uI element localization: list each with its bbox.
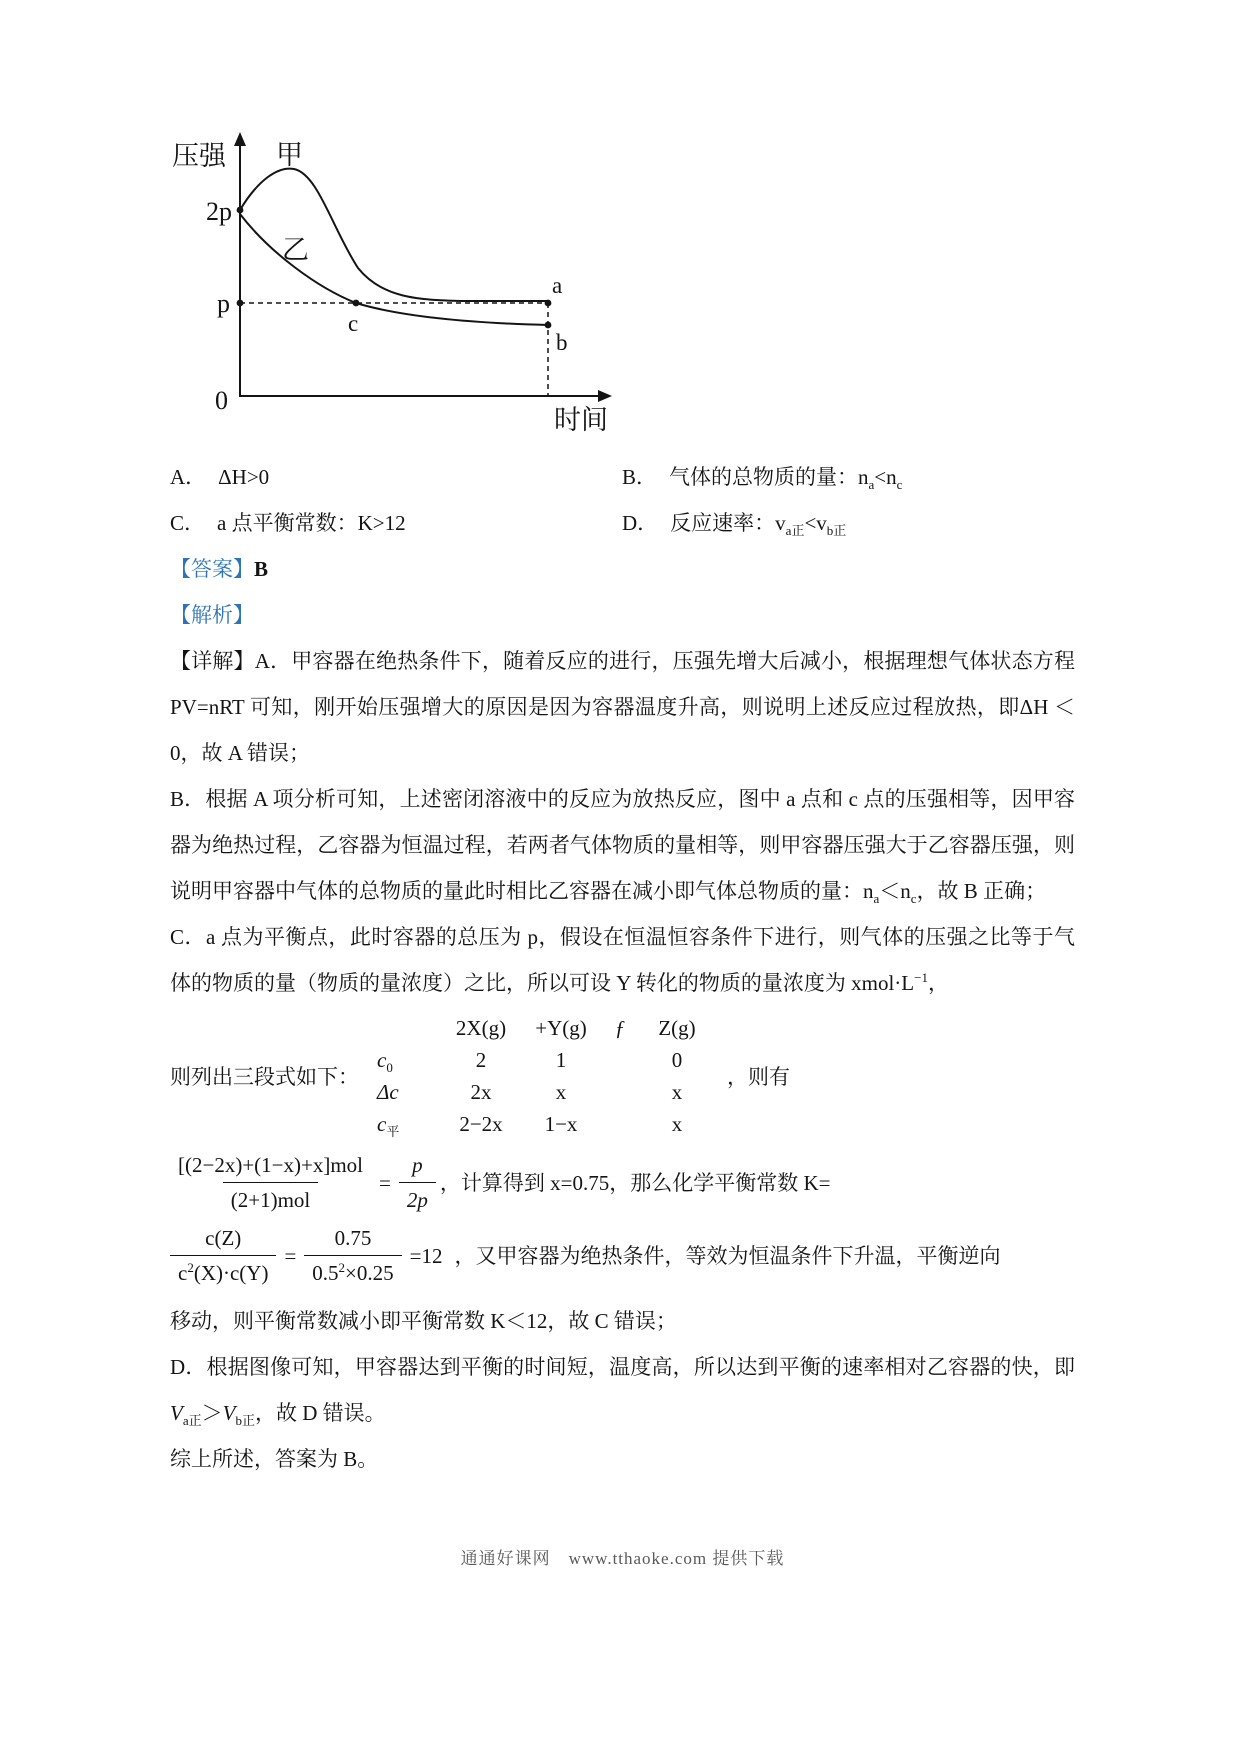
option-b-key: B． bbox=[622, 465, 658, 489]
species-x: 2X(g) bbox=[455, 1016, 507, 1040]
para-d-text-2: ＞ bbox=[201, 1401, 223, 1425]
para-b-text-2: ＜n bbox=[879, 879, 911, 903]
den-text: ×0.25 bbox=[345, 1261, 394, 1285]
den-superscript: 2 bbox=[187, 1260, 194, 1275]
options-row-2 bbox=[170, 500, 1075, 546]
x-axis-title: 时间 bbox=[554, 405, 608, 435]
point-c bbox=[353, 300, 360, 307]
option-d bbox=[622, 500, 1075, 546]
point-p bbox=[237, 300, 244, 307]
para-b-text-1: B．根据 A 项分析可知，上述密闭溶液中的反应为放热反应，图中 a 点和 c 点的压强相等，因甲容器为绝热过程，乙容器为恒温过程，若两者气体物质的量相等，则甲容器压强大于乙容器压强，则说明甲容器中气体的总物质的量此时相比乙容器在减小即气体总物质的量：n bbox=[170, 787, 1075, 903]
curve-yi bbox=[240, 214, 548, 325]
analysis-label: 【解析】 bbox=[170, 603, 254, 627]
segment-row-equilibrium bbox=[377, 1108, 713, 1140]
origin-label: 0 bbox=[215, 386, 228, 415]
analysis-line bbox=[170, 592, 1075, 638]
fraction-denominator: 2p bbox=[399, 1182, 436, 1213]
fraction-total-moles bbox=[170, 1152, 371, 1213]
para-c-sup: −1 bbox=[914, 970, 928, 985]
den-text: c bbox=[178, 1261, 188, 1285]
table-cell: x bbox=[555, 1080, 567, 1104]
fraction-numerator: p bbox=[412, 1153, 423, 1177]
option-b-sub-a: a bbox=[868, 477, 875, 493]
row-label-symbol: c bbox=[377, 1048, 387, 1072]
option-c-key: C． bbox=[170, 511, 206, 535]
option-d-key: D． bbox=[622, 511, 659, 535]
equation-result: =12 bbox=[409, 1243, 443, 1268]
detail-paragraph-d bbox=[170, 1344, 1075, 1436]
row-label-c0 bbox=[377, 1044, 439, 1076]
option-d-sub-b: b正 bbox=[826, 523, 847, 539]
segment-table bbox=[377, 1012, 713, 1140]
table-cell: 2 bbox=[475, 1048, 487, 1072]
row-label-symbol: c bbox=[377, 1112, 387, 1136]
curve-yi-label: 乙 bbox=[282, 235, 309, 265]
option-b-mid: <n bbox=[874, 465, 897, 489]
fraction-denominator bbox=[170, 1255, 276, 1286]
point-a bbox=[545, 300, 552, 307]
den-text: (X)·c(Y) bbox=[193, 1261, 269, 1285]
detail-label: 【详解】 bbox=[170, 649, 255, 673]
table-cell: 1−x bbox=[544, 1112, 578, 1136]
row-label-symbol: Δc bbox=[377, 1080, 399, 1104]
table-cell: 2x bbox=[470, 1080, 492, 1104]
rate-symbol-a: V bbox=[170, 1401, 183, 1425]
segment-lead-text: 则列出三段式如下： bbox=[170, 1065, 359, 1089]
point-b-label: b bbox=[556, 330, 568, 355]
fraction-p-over-2p bbox=[399, 1152, 436, 1213]
table-cell bbox=[377, 1012, 439, 1044]
fraction-numerator: 0.75 bbox=[334, 1226, 372, 1250]
three-line-method-block bbox=[170, 1012, 1075, 1140]
para-d-text-3: ，故 D 错误。 bbox=[254, 1401, 386, 1425]
answer-label: 【答案】 bbox=[170, 557, 254, 581]
fraction-numerator: c(Z) bbox=[205, 1226, 242, 1250]
table-cell bbox=[599, 1076, 641, 1108]
curve-jia-label: 甲 bbox=[276, 140, 303, 170]
para-b-sub-c: c bbox=[910, 891, 917, 907]
equals-sign: = bbox=[379, 1170, 391, 1195]
x-axis-arrow bbox=[598, 390, 612, 402]
table-cell bbox=[599, 1108, 641, 1140]
table-cell: 2−2x bbox=[459, 1112, 503, 1136]
point-2p bbox=[237, 207, 244, 214]
para-b-sub-a: a bbox=[873, 891, 880, 907]
answer-line bbox=[170, 546, 1075, 592]
species-y: +Y(g) bbox=[535, 1016, 587, 1040]
table-cell: x bbox=[671, 1112, 683, 1136]
segment-tail-text: ，则有 bbox=[727, 1065, 790, 1089]
species-z: Z(g) bbox=[658, 1016, 696, 1040]
option-c bbox=[170, 500, 622, 546]
option-d-text: 反应速率：v bbox=[670, 511, 786, 535]
fraction-denominator: (2+1)mol bbox=[223, 1182, 319, 1213]
footer-text: 通通好课网 www.tthaoke.com 提供下载 bbox=[460, 1549, 785, 1568]
segment-row-initial bbox=[377, 1044, 713, 1076]
para-d-text-1: D．根据图像可知，甲容器达到平衡的时间短，温度高，所以达到平衡的速率相对乙容器的快，即 bbox=[170, 1355, 1075, 1379]
para-c-text-2: ， bbox=[927, 971, 949, 995]
options-grid bbox=[170, 454, 1075, 546]
table-cell: x bbox=[671, 1080, 683, 1104]
point-b bbox=[545, 322, 552, 329]
option-a-key: A． bbox=[170, 465, 207, 489]
fraction-k-numeric bbox=[304, 1225, 401, 1286]
segment-header-row bbox=[377, 1012, 713, 1044]
detail-paragraph-b bbox=[170, 776, 1075, 914]
option-c-text: a 点平衡常数：K>12 bbox=[217, 511, 406, 535]
segment-row-change bbox=[377, 1076, 713, 1108]
detail-paragraph-a bbox=[170, 638, 1075, 776]
option-b-sub-c: c bbox=[896, 477, 903, 493]
den-text: 0.5 bbox=[312, 1261, 339, 1285]
conclusion-line: 综上所述，答案为 B。 bbox=[170, 1447, 379, 1471]
graph-svg bbox=[170, 128, 650, 440]
option-b bbox=[622, 454, 1075, 500]
option-d-sub-a: a正 bbox=[785, 523, 805, 539]
rate-sub-b: b正 bbox=[235, 1413, 255, 1429]
para-a-text: A．甲容器在绝热条件下，随着反应的进行，压强先增大后减小，根据理想气体状态方程 PV=nRT 可知，刚开始压强增大的原因是因为容器温度升高，则说明上述反应过程放热，即ΔH ＜0，故 A 错误； bbox=[170, 649, 1075, 765]
table-cell bbox=[599, 1044, 641, 1076]
equilibrium-symbol: ƒ bbox=[614, 1016, 626, 1040]
answer-value: B bbox=[254, 557, 269, 581]
equals-sign: = bbox=[284, 1243, 297, 1268]
table-cell: 0 bbox=[671, 1048, 683, 1072]
detail-paragraph-c bbox=[170, 914, 1075, 1006]
table-cell: 1 bbox=[555, 1048, 567, 1072]
equation-equilibrium-constant bbox=[170, 1225, 1075, 1286]
detail-paragraph-c-end: 移动，则平衡常数减小即平衡常数 K＜12，故 C 错误； bbox=[170, 1309, 677, 1333]
den-superscript: 2 bbox=[338, 1260, 346, 1275]
row-label-subscript: 平 bbox=[386, 1124, 400, 1140]
equation-1-tail-text: ，计算得到 x=0.75，那么化学平衡常数 K= bbox=[439, 1170, 831, 1195]
option-d-mid: <v bbox=[804, 511, 827, 535]
y-axis-arrow bbox=[234, 132, 246, 146]
fraction-numerator: [(2−2x)+(1−x)+x]mol bbox=[178, 1153, 364, 1177]
row-label-subscript: 0 bbox=[386, 1060, 393, 1076]
fraction-denominator bbox=[304, 1255, 401, 1286]
equation-2-tail-text: ，又甲容器为绝热条件，等效为恒温条件下升温，平衡逆向 bbox=[454, 1243, 1001, 1268]
y-axis-title: 压强 bbox=[172, 141, 226, 171]
equation-pressure-ratio bbox=[170, 1152, 1075, 1213]
rate-sub-a: a正 bbox=[182, 1413, 202, 1429]
point-a-label: a bbox=[552, 273, 563, 298]
tick-2p-label: 2p bbox=[206, 197, 232, 226]
row-label-delta-c bbox=[377, 1076, 439, 1108]
option-a bbox=[170, 454, 622, 500]
pressure-time-graph bbox=[170, 128, 650, 440]
option-b-text: 气体的总物质的量：n bbox=[669, 465, 869, 489]
options-row-1 bbox=[170, 454, 1075, 500]
para-c-text-1: C．a 点为平衡点，此时容器的总压为 p，假设在恒温恒容条件下进行，则气体的压强之比等于气体的物质的量（物质的量浓度）之比，所以可设 Y 转化的物质的量浓度为 xmol·L bbox=[170, 925, 1075, 995]
para-b-text-3: ，故 B 正确； bbox=[916, 879, 1047, 903]
tick-p-label: p bbox=[217, 289, 230, 318]
option-a-text: ΔH>0 bbox=[218, 465, 270, 489]
rate-symbol-b: V bbox=[222, 1401, 236, 1425]
point-c-label: c bbox=[348, 311, 359, 336]
fraction-k-expression bbox=[170, 1225, 276, 1286]
row-label-c-eq bbox=[377, 1108, 439, 1140]
